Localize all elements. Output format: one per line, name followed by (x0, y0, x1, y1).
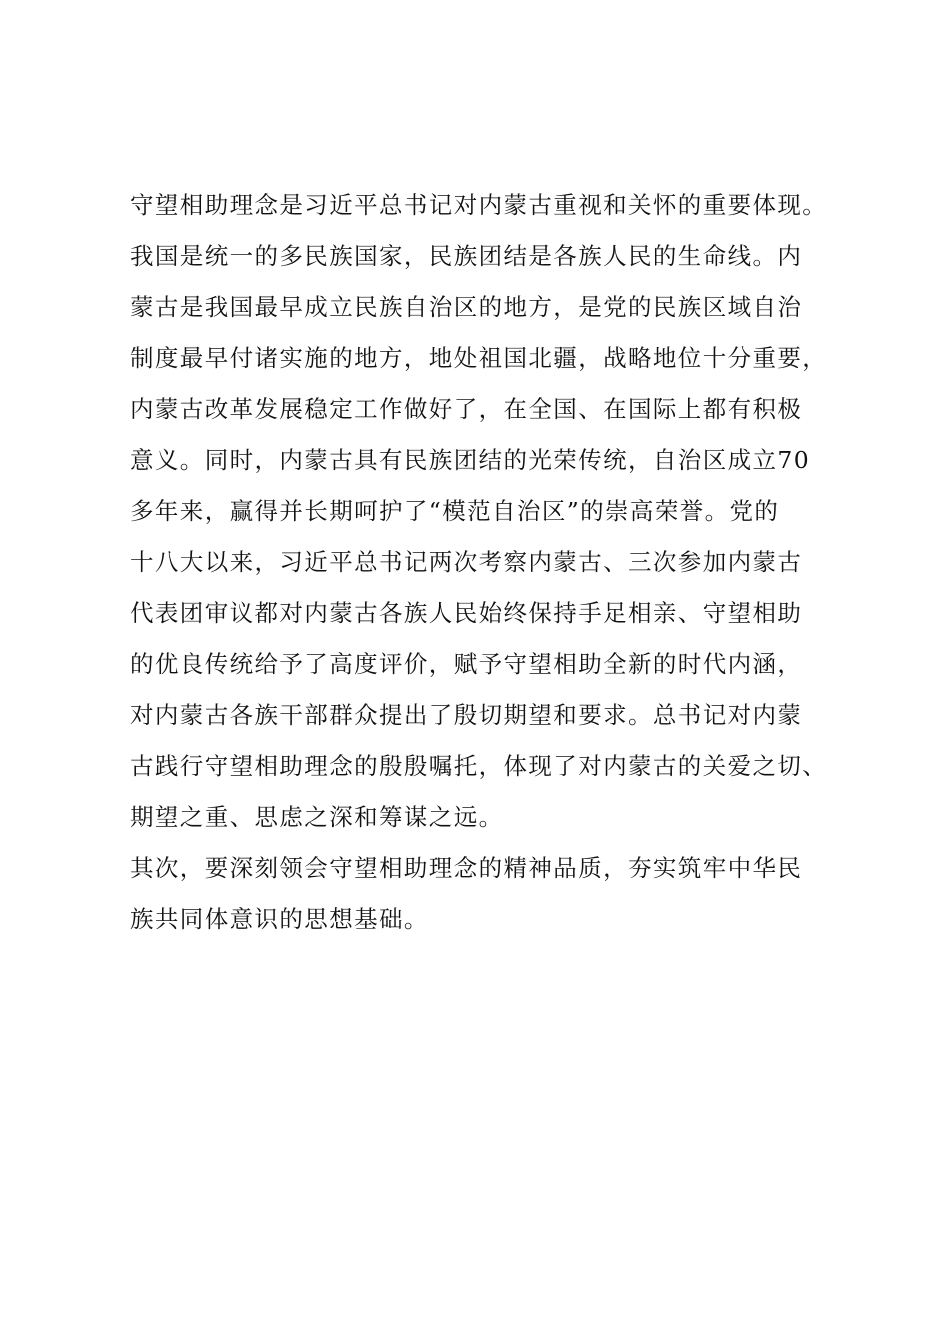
text-line: 我国是统一的多民族国家，民族团结是各族人民的生命线。内 (130, 242, 803, 270)
text-line: 代表团审议都对内蒙古各族人民始终保持手足相亲、守望相助 (130, 599, 803, 627)
text-line: 蒙古是我国最早成立民族自治区的地方，是党的民族区域自治 (130, 293, 803, 321)
text-line: 对内蒙古各族干部群众提出了殷切期望和要求。总书记对内蒙 (130, 701, 803, 729)
text-line: 古践行守望相助理念的殷殷嘱托，体现了对内蒙古的关爱之切、 (130, 752, 828, 780)
text-line: 意义。同时，内蒙古具有民族团结的光荣传统，自治区成立70 (130, 446, 811, 474)
body-text (130, 180, 850, 945)
text-line: 族共同体意识的思想基础。 (130, 905, 429, 933)
text-line: 其次，要深刻领会守望相助理念的精神品质，夯实筑牢中华民 (130, 854, 803, 882)
text-line: 制度最早付诸实施的地方，地处祖国北疆，战略地位十分重要， (130, 344, 828, 372)
text-line: 内蒙古改革发展稳定工作做好了，在全国、在国际上都有积极 (130, 395, 803, 423)
text-line: 守望相助理念是习近平总书记对内蒙古重视和关怀的重要体现。 (130, 191, 828, 219)
text-line: 的优良传统给予了高度评价，赋予守望相助全新的时代内涵， (130, 650, 803, 678)
text-line: 多年来，赢得并长期呵护了“模范自治区”的崇高荣誉。党的 (130, 497, 780, 525)
text-line: 十八大以来，习近平总书记两次考察内蒙古、三次参加内蒙古 (130, 548, 803, 576)
text-line: 期望之重、思虑之深和筹谋之远。 (130, 803, 504, 831)
